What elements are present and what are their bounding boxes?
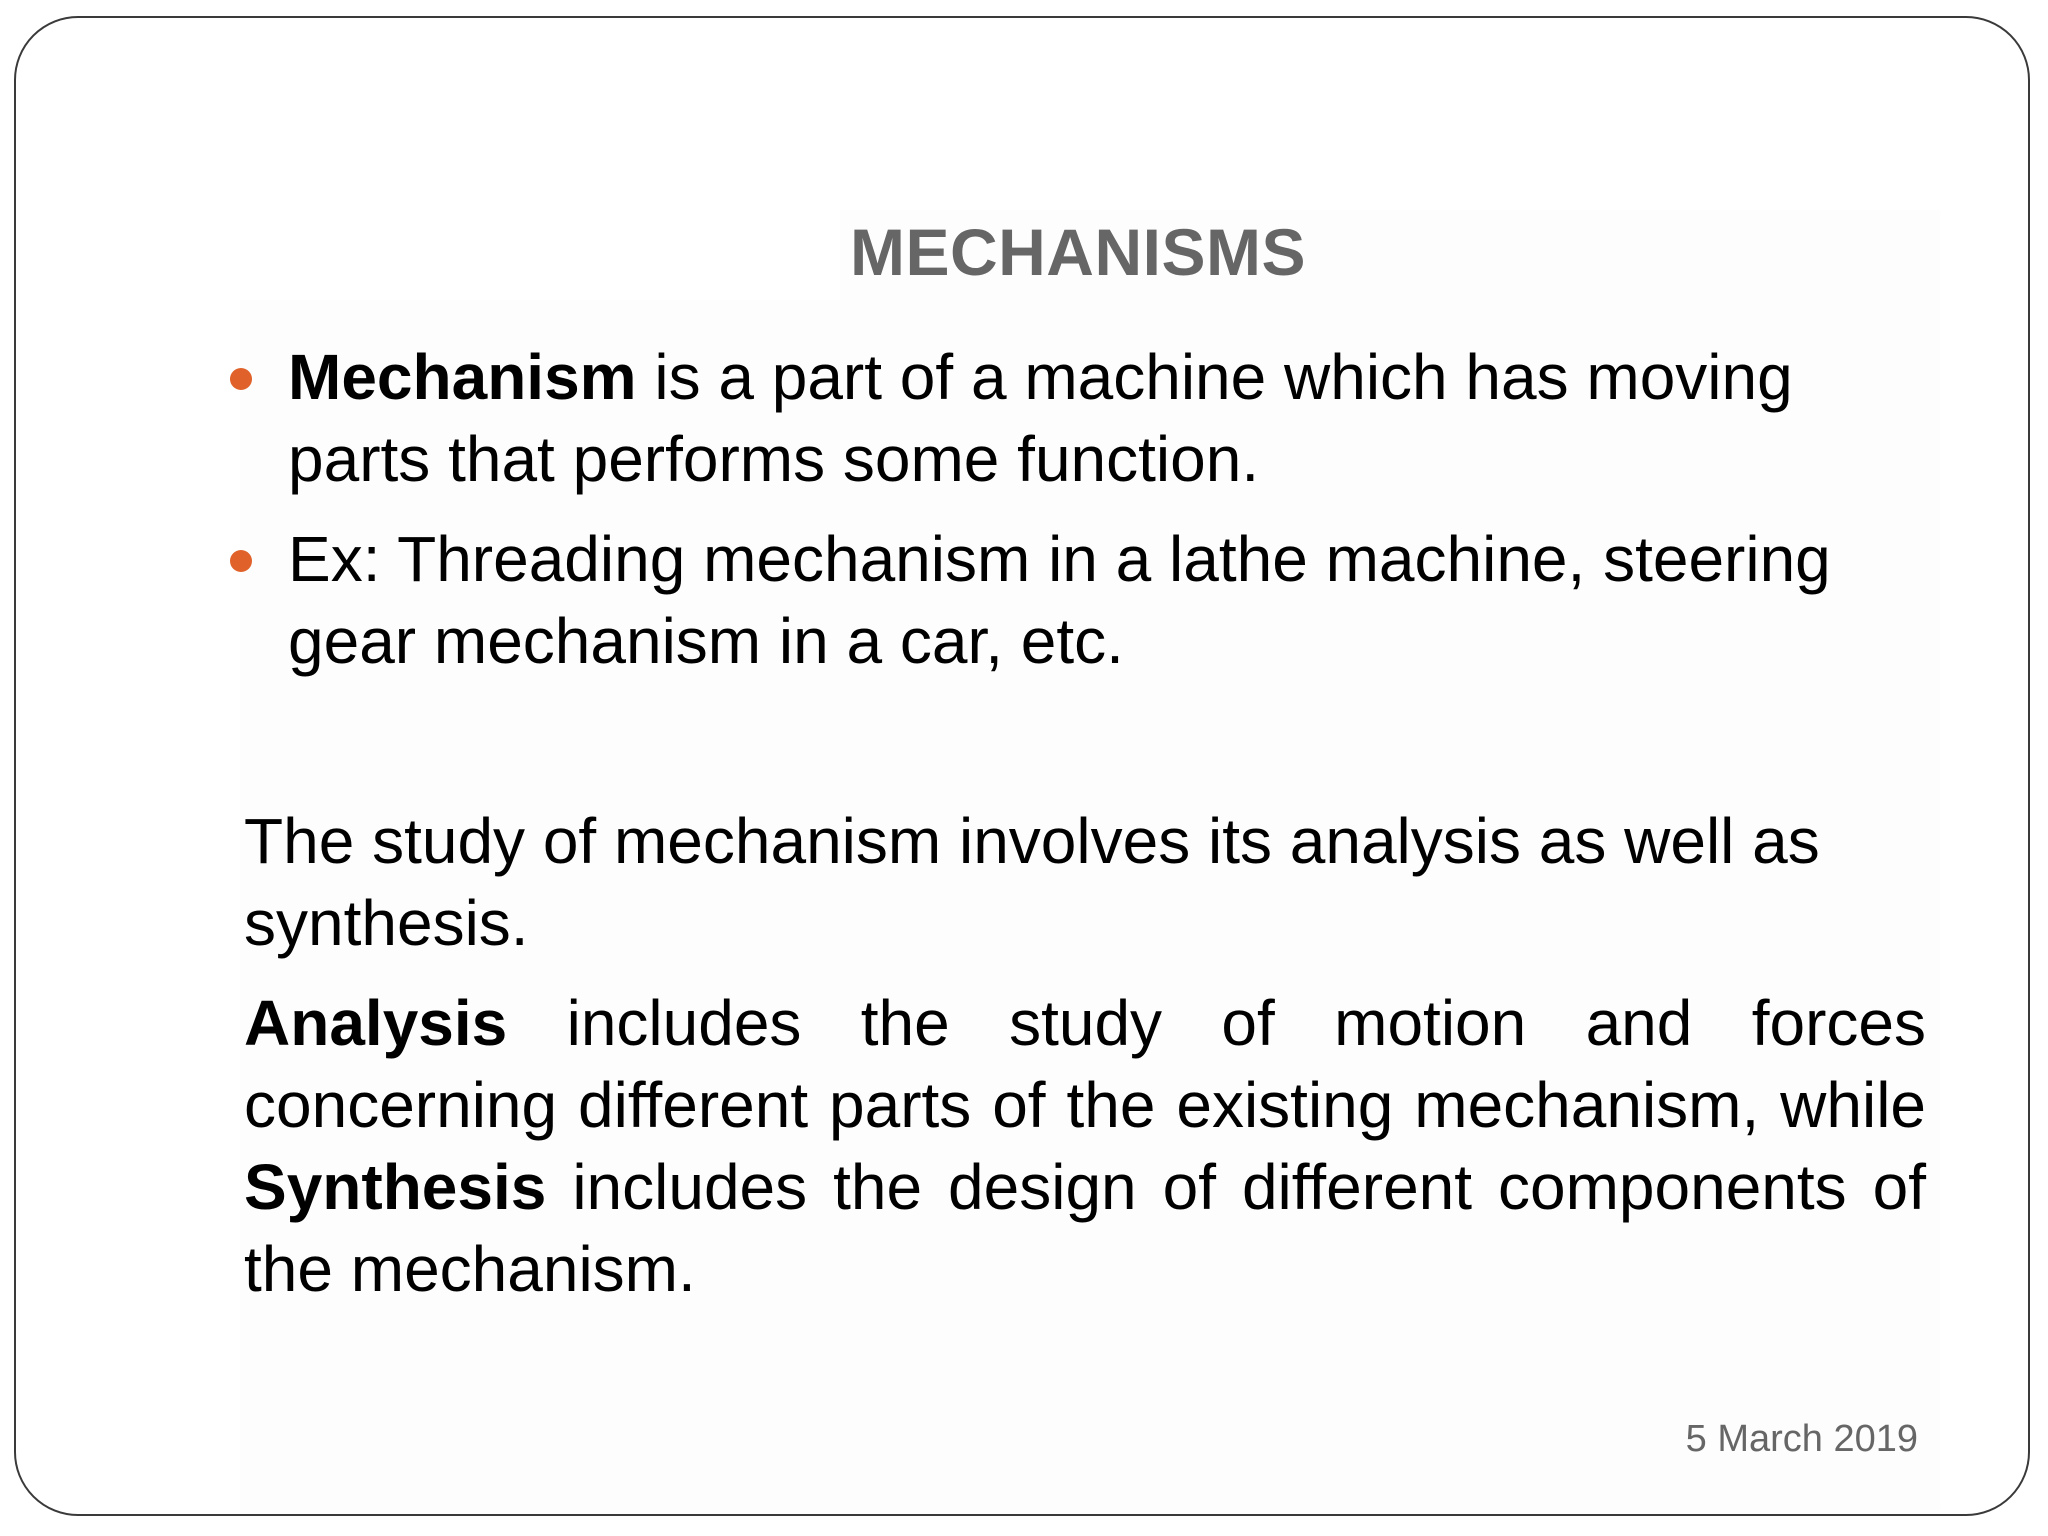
bullet-text: Ex: Threading mechanism in a lathe machine, steering gear mechanism in a car, etc. xyxy=(288,523,1831,677)
bullet-dot-icon xyxy=(230,368,252,390)
paragraph-text: includes the study of motion and forces concerning different parts of the existing mechanism, while xyxy=(244,987,1926,1141)
bullet-list xyxy=(212,336,1912,700)
slide-title: MECHANISMS xyxy=(849,215,1306,289)
term-synthesis: Synthesis xyxy=(244,1151,547,1223)
bullet-text: is a part of a machine which has moving parts that performs some function. xyxy=(288,341,1793,495)
bullet-item-mechanism-definition xyxy=(212,336,1912,500)
paragraph-text: includes the design of different components of the mechanism. xyxy=(244,1151,1926,1305)
slide-date: 5 March 2019 xyxy=(1685,1418,1918,1460)
paragraph-study-of-mechanism: The study of mechanism involves its analysis as well as synthesis. xyxy=(244,805,1820,959)
bullet-item-example xyxy=(212,518,1912,682)
term-analysis: Analysis xyxy=(244,987,508,1059)
paragraph-analysis-synthesis xyxy=(244,982,1926,1310)
bullet-term: Mechanism xyxy=(288,341,637,413)
bullet-dot-icon xyxy=(230,550,252,572)
